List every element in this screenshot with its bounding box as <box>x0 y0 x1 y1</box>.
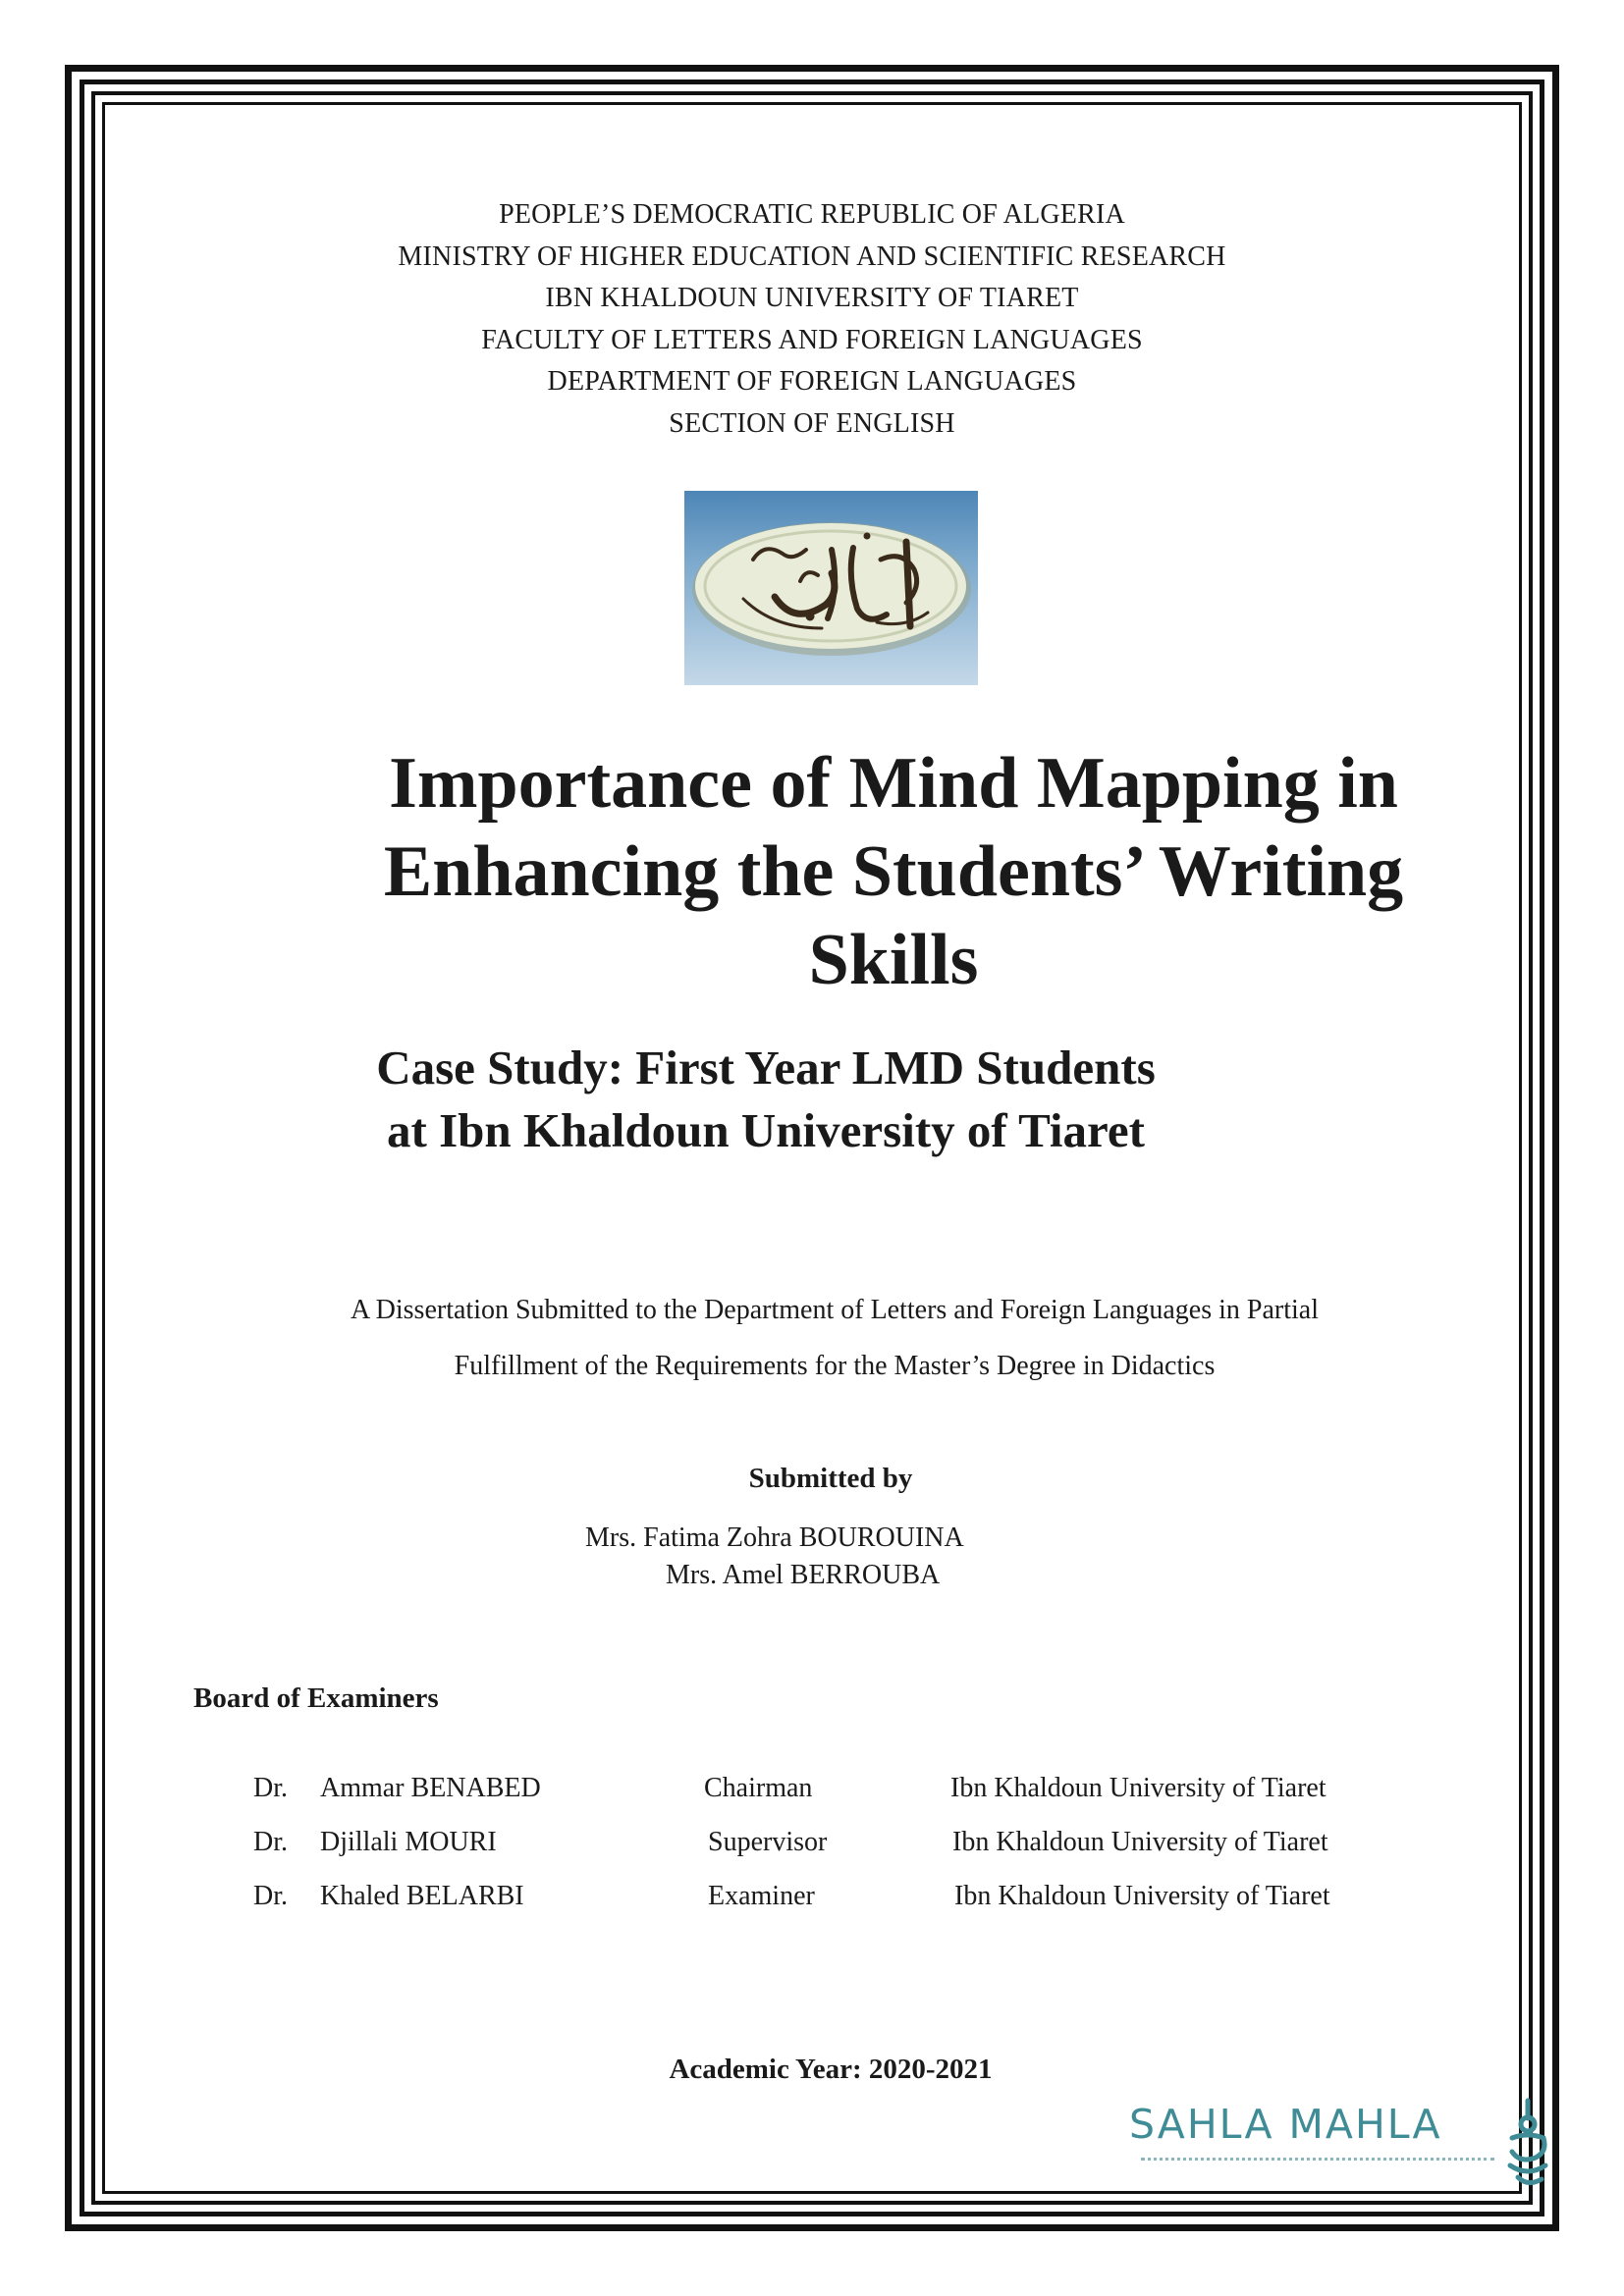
title-line-2: Enhancing the Students’ Writing <box>383 831 1404 912</box>
examiner-title: Dr. <box>253 1773 288 1803</box>
examiner-title: Dr. <box>253 1827 288 1857</box>
university-calligraphy-logo-icon <box>684 491 978 685</box>
author-name: Mrs. Amel BERROUBA <box>666 1560 941 1590</box>
examiner-row <box>0 1773 1624 1812</box>
dissertation-line-1: A Dissertation Submitted to the Department of Letters and Foreign Languages in Partial <box>350 1295 1319 1325</box>
case-study-line-2: at Ibn Khaldoun University of Tiaret <box>387 1103 1145 1157</box>
title-line-1: Importance of Mind Mapping in <box>389 743 1398 824</box>
header-department: DEPARTMENT OF FOREIGN LANGUAGES <box>547 366 1077 397</box>
examiner-row <box>0 1827 1624 1866</box>
case-study-line-1: Case Study: First Year LMD Students <box>376 1041 1156 1095</box>
author-name: Mrs. Fatima Zohra BOUROUINA <box>585 1522 964 1553</box>
examiner-name: Djillali MOURI <box>320 1827 497 1857</box>
dissertation-line-2: Fulfillment of the Requirements for the Master’s Degree in Didactics <box>454 1351 1216 1381</box>
examiner-name: Khaled BELARBI <box>320 1881 524 1911</box>
sahla-mahla-logo-icon <box>1500 2095 1555 2193</box>
dissertation-statement <box>196 1282 1473 1394</box>
institution-header <box>0 194 1624 445</box>
examiner-university: Ibn Khaldoun University of Tiaret <box>954 1881 1330 1911</box>
examiner-row <box>0 1881 1624 1920</box>
case-study-subtitle <box>275 1037 1257 1162</box>
examiner-name: Ammar BENABED <box>320 1773 541 1803</box>
examiner-role: Examiner <box>708 1881 815 1911</box>
board-of-examiners-heading: Board of Examiners <box>193 1682 439 1714</box>
header-faculty: FACULTY OF LETTERS AND FOREIGN LANGUAGES <box>481 324 1143 355</box>
header-ministry: MINISTRY OF HIGHER EDUCATION AND SCIENTIFIC RESEARCH <box>398 240 1226 272</box>
watermark-text: SAHLA MAHLA <box>1129 2101 1442 2148</box>
examiner-university: Ibn Khaldoun University of Tiaret <box>952 1827 1328 1857</box>
examiner-role: Supervisor <box>708 1827 828 1857</box>
university-logo <box>684 491 978 685</box>
sahla-mahla-watermark <box>1129 2101 1561 2209</box>
watermark-arabic-subtext <box>1141 2158 1494 2174</box>
examiner-role: Chairman <box>704 1773 813 1803</box>
header-university: IBN KHALDOUN UNIVERSITY OF TIARET <box>545 283 1079 313</box>
dissertation-title <box>295 739 1492 1004</box>
submitted-by-heading: Submitted by <box>748 1463 913 1494</box>
header-section: SECTION OF ENGLISH <box>669 407 955 439</box>
title-line-3: Skills <box>808 920 979 1000</box>
header-country: PEOPLE’S DEMOCRATIC REPUBLIC OF ALGERIA <box>499 199 1125 230</box>
academic-year: Academic Year: 2020-2021 <box>669 2054 993 2085</box>
examiner-title: Dr. <box>253 1881 288 1911</box>
examiner-university: Ibn Khaldoun University of Tiaret <box>950 1773 1326 1803</box>
